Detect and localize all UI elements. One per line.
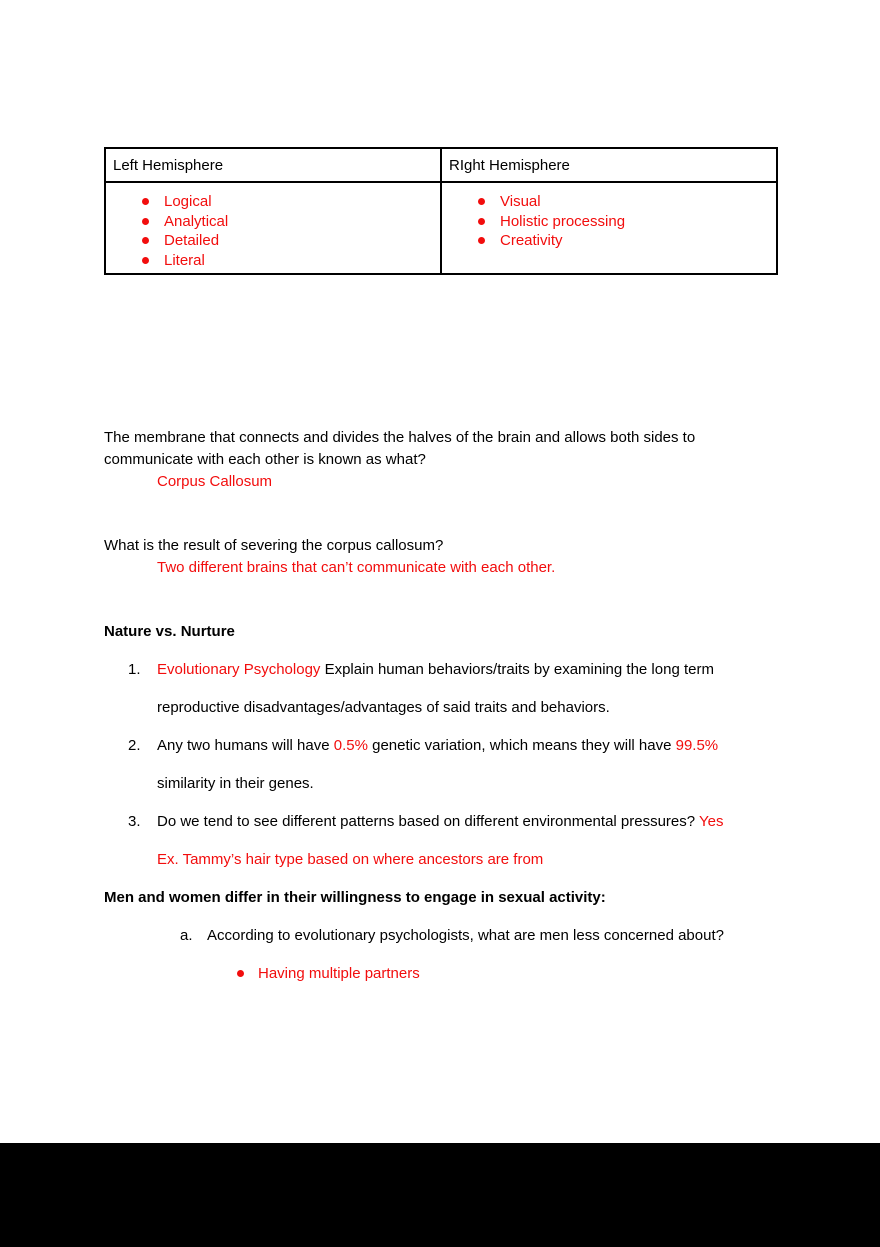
text-run: communicate with each other is known as what? bbox=[104, 451, 426, 468]
text-run: The membrane that connects and divides the halves of the brain and allows both sides to bbox=[104, 429, 696, 446]
right-hemisphere-list bbox=[442, 192, 776, 251]
text-line bbox=[104, 727, 784, 765]
text-run: 0.5% bbox=[333, 737, 368, 754]
text-line bbox=[104, 879, 784, 917]
bullet-icon bbox=[142, 198, 149, 205]
table-cell-right-hemisphere bbox=[441, 182, 777, 274]
page-end-black-band bbox=[0, 1143, 880, 1247]
text-run: Ex. Tammy’s hair type based on where ancestors are from bbox=[157, 851, 544, 868]
bullet-icon bbox=[142, 257, 149, 264]
text-run: Any two humans will have bbox=[157, 737, 334, 754]
text-line bbox=[104, 471, 784, 493]
left-hemisphere-list bbox=[106, 192, 440, 270]
question-block-severing-corpus-callosum bbox=[104, 535, 784, 579]
text-run: Men and women differ in their willingness to engage in sexual activity: bbox=[104, 889, 606, 906]
question-block-corpus-callosum bbox=[104, 427, 784, 493]
text-run: similarity in their genes. bbox=[157, 775, 314, 792]
text-run: 99.5% bbox=[675, 737, 719, 754]
text-line bbox=[104, 427, 784, 449]
list-item bbox=[442, 212, 776, 232]
list-marker: 3. bbox=[128, 813, 141, 830]
table-body-row bbox=[105, 182, 777, 274]
list-marker: a. bbox=[180, 927, 193, 944]
text-run: Explain human behaviors/traits by examining the long term bbox=[320, 661, 714, 678]
list-item bbox=[442, 192, 776, 212]
text-line bbox=[104, 955, 784, 993]
text-line bbox=[104, 535, 784, 557]
text-run: What is the result of severing the corpus callosum? bbox=[104, 537, 444, 554]
table-list-item-label: Creativity bbox=[500, 232, 563, 249]
text-run: Do we tend to see different patterns based on different environmental pressures? bbox=[157, 813, 700, 830]
list-item bbox=[106, 212, 440, 232]
text-line bbox=[104, 841, 784, 879]
table-list-item-label: Literal bbox=[164, 251, 205, 269]
text-run: According to evolutionary psychologists, what are men less concerned about? bbox=[207, 927, 724, 944]
list-marker: 2. bbox=[128, 737, 141, 754]
text-line bbox=[104, 917, 784, 955]
text-line bbox=[104, 651, 784, 689]
table-cell-left-hemisphere bbox=[105, 182, 441, 274]
bullet-icon bbox=[237, 970, 244, 977]
table-list-item-label: Visual bbox=[500, 193, 541, 210]
bullet-icon bbox=[478, 237, 485, 244]
table-header-row bbox=[105, 148, 777, 182]
list-item bbox=[106, 251, 440, 271]
text-run: Two different brains that can’t communicate with each other. bbox=[157, 559, 556, 576]
text-line bbox=[104, 689, 784, 727]
bullet-icon bbox=[478, 218, 485, 225]
text-line bbox=[104, 449, 784, 471]
text-run: Nature vs. Nurture bbox=[104, 623, 235, 640]
list-item bbox=[106, 192, 440, 212]
text-run: Corpus Callosum bbox=[157, 473, 273, 490]
list-marker: 1. bbox=[128, 661, 141, 678]
text-run: reproductive disadvantages/advantages of said traits and behaviors. bbox=[157, 699, 610, 716]
text-line bbox=[104, 613, 784, 651]
text-run: Having multiple partners bbox=[258, 965, 420, 982]
bullet-icon bbox=[142, 218, 149, 225]
table-list-item-label: Detailed bbox=[164, 232, 220, 249]
table-list-item-label: Analytical bbox=[164, 212, 229, 230]
text-line bbox=[104, 557, 784, 579]
table-list-item-label: Logical bbox=[164, 193, 212, 210]
list-item bbox=[442, 231, 776, 251]
nature-vs-nurture-section bbox=[104, 613, 784, 993]
list-item bbox=[106, 231, 440, 251]
table-header-left-hemisphere: Left Hemisphere bbox=[105, 148, 441, 182]
text-run: genetic variation, which means they will have bbox=[367, 737, 676, 754]
hemisphere-table bbox=[104, 147, 778, 275]
text-line bbox=[104, 803, 784, 841]
table-list-item-label: Holistic processing bbox=[500, 212, 626, 230]
text-run: Yes bbox=[699, 813, 724, 830]
table-header-right-hemisphere: RIght Hemisphere bbox=[441, 148, 777, 182]
bullet-icon bbox=[142, 237, 149, 244]
bullet-icon bbox=[478, 198, 485, 205]
text-line bbox=[104, 765, 784, 803]
text-run: Evolutionary Psychology bbox=[157, 661, 321, 678]
